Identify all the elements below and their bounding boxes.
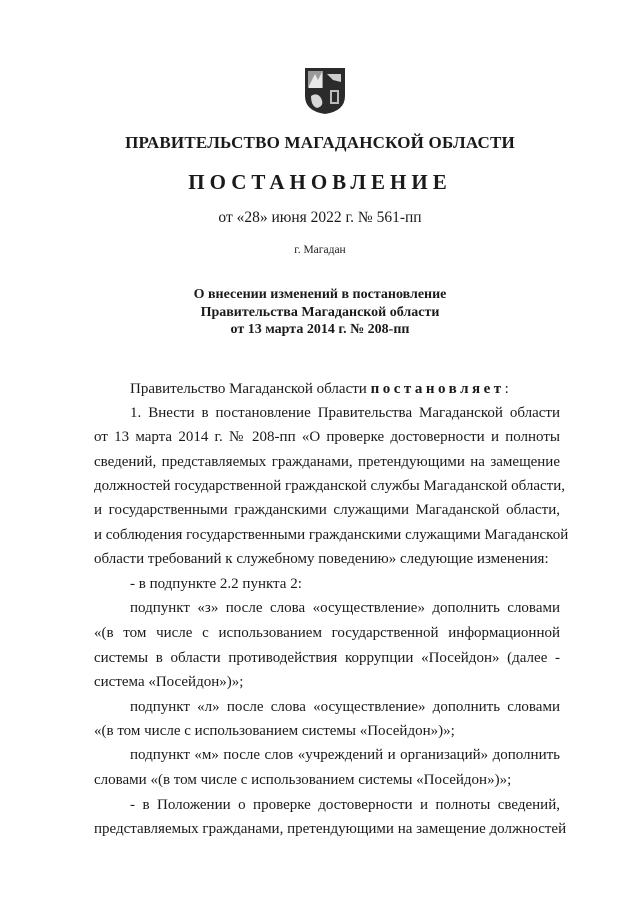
intro-colon: : bbox=[504, 381, 509, 397]
paragraph-line: системы в области противодействия коррупции «Посейдон» (далее - bbox=[94, 650, 560, 666]
paragraph-line: система «Посейдон»)»; bbox=[94, 674, 244, 690]
paragraph-line: подпункт «л» после слова «осуществление» дополнить словами bbox=[130, 699, 560, 715]
document-type: ПОСТАНОВЛЕНИЕ bbox=[188, 170, 452, 194]
document-date-number: от «28» июня 2022 г. № 561-пп bbox=[218, 209, 422, 226]
document-city: г. Магадан bbox=[294, 244, 346, 256]
intro-text: Правительство Магаданской области bbox=[130, 381, 371, 397]
document-title-line: от 13 марта 2014 г. № 208-пп bbox=[230, 322, 410, 337]
intro-emphasis: постановляет bbox=[370, 381, 505, 397]
paragraph-line: «(в том числе с использованием системы «Посейдон»)»; bbox=[94, 723, 455, 739]
paragraph-line: должностей государственной гражданской службы Магаданской области, bbox=[94, 478, 565, 494]
paragraph-line: подпункт «м» после слов «учреждений и организаций» дополнить bbox=[130, 747, 560, 763]
paragraph-line: - в Положении о проверке достоверности и полноты сведений, bbox=[130, 797, 560, 813]
paragraph-line: и государственными гражданскими служащими Магаданской области, bbox=[94, 502, 560, 518]
paragraph-line: подпункт «з» после слова «осуществление» дополнить словами bbox=[130, 600, 560, 616]
paragraph-line: словами «(в том числе с использованием системы «Посейдон»)»; bbox=[94, 772, 512, 788]
paragraph-line: - в подпункте 2.2 пункта 2: bbox=[130, 576, 302, 592]
paragraph-line: «(в том числе с использованием государственной информационной bbox=[94, 625, 560, 641]
paragraph-line: и соблюдения государственными гражданскими служащими Магаданской bbox=[94, 527, 569, 543]
paragraph-line: сведений, представляемых гражданами, претендующими на замещение bbox=[94, 454, 560, 470]
government-name: ПРАВИТЕЛЬСТВО МАГАДАНСКОЙ ОБЛАСТИ bbox=[125, 133, 515, 152]
paragraph-line: представляемых гражданами, претендующими на замещение должностей bbox=[94, 821, 567, 837]
magadan-coat-of-arms-icon bbox=[303, 66, 347, 116]
resolution-intro bbox=[130, 380, 509, 398]
paragraph-line: от 13 марта 2014 г. № 208-пп «О проверке достоверности и полноты bbox=[94, 429, 560, 445]
document-title-line: Правительства Магаданской области bbox=[200, 305, 440, 320]
paragraph-line: области требований к служебному поведению» следующие изменения: bbox=[94, 551, 549, 567]
document-title-line: О внесении изменений в постановление bbox=[193, 287, 447, 302]
paragraph-line: 1. Внести в постановление Правительства Магаданской области bbox=[130, 405, 560, 421]
